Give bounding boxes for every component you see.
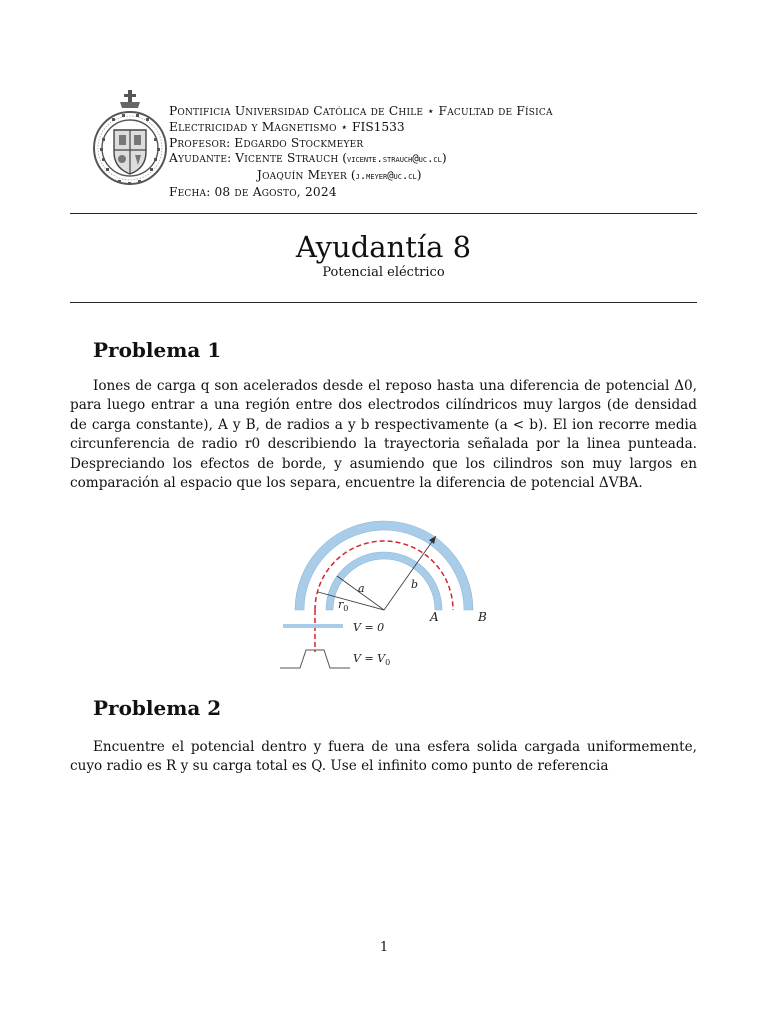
ion-trajectory [315, 541, 453, 610]
header-line-date [169, 185, 553, 201]
course-name: Electricidad y Magnetismo [169, 119, 337, 134]
document-title: Ayudantía 8 [295, 230, 472, 264]
label-a: a [358, 582, 365, 595]
top-divider [70, 213, 697, 214]
professor-label: Profesor: [169, 135, 231, 150]
assistant-2-email: j.meyer@uc.cl [355, 170, 417, 183]
problem-1-heading: Problema 1 [93, 338, 222, 362]
label-b: b [411, 578, 419, 591]
header-line-assistant-1: Ayudante: Vicente Strauch (vicente.strauch@uc.cl) [169, 151, 447, 166]
assistant-1-email: vicente.strauch@uc.cl [347, 153, 442, 166]
page-number: 1 [379, 940, 389, 955]
header-line-course [169, 120, 553, 136]
header-block [169, 104, 553, 201]
electrode-diagram [278, 512, 490, 672]
assistant-1-name: Vicente Strauch [235, 151, 339, 166]
problem-2-heading: Problema 2 [93, 696, 222, 720]
label-r0: $r_0$ [338, 598, 349, 613]
label-v-zero: V = 0 [353, 621, 385, 634]
header-line-professor [169, 136, 553, 152]
accelerator-plate [280, 650, 350, 668]
label-v-v0: $V = V_0$ [353, 652, 391, 667]
date-label: Fecha: [169, 184, 211, 199]
header-line-assistant-2: Joaquín Meyer (j.meyer@uc.cl) [257, 168, 422, 183]
document-subtitle: Potencial eléctrico [322, 265, 445, 280]
professor-name: Edgardo Stockmeyer [234, 135, 364, 150]
faculty-name: Facultad de Física [438, 104, 553, 118]
university-seal-logo [92, 88, 168, 192]
problem-1-text: Iones de carga q son acelerados desde el reposo hasta una diferencia de potencial Δ0, para luego entrar a una región entre dos electrodos cilíndricos muy largos (de densidad de carga constante), A y B, de radios a y b respectivamente (a < b). El ion recorre media circunferencia de radio r0 describiendo la trayectoria señalada por la linea punteada. Despreciando los efectos de borde, y asumiendo que los cilindros son muy largos en comparación al espacio que los separa, encuentre la diferencia de potencial ΔVBA. [70, 378, 697, 492]
university-name: Pontificia Universidad Católica de Chile [169, 104, 424, 118]
electrode-figure [278, 512, 490, 672]
separator-star: ⋆ [427, 104, 435, 118]
electrode-b [295, 521, 473, 610]
assistant-label: Ayudante: [169, 151, 232, 166]
problem-2-text: Encuentre el potencial dentro y fuera de una esfera solida cargada uniformemente, cuyo radio es R y su carga total es Q. Use el infinito como punto de referencia [70, 739, 697, 775]
label-electrode-a: A [430, 610, 439, 624]
ground-plate [283, 624, 343, 628]
label-electrode-b: B [478, 610, 487, 624]
title-divider [70, 302, 697, 303]
course-code: FIS1533 [352, 119, 405, 134]
date-value: 08 de Agosto, 2024 [214, 184, 337, 199]
header-line-institution [169, 104, 553, 120]
assistant-2-name: Joaquín Meyer [257, 168, 347, 183]
separator-star: ⋆ [340, 119, 349, 134]
